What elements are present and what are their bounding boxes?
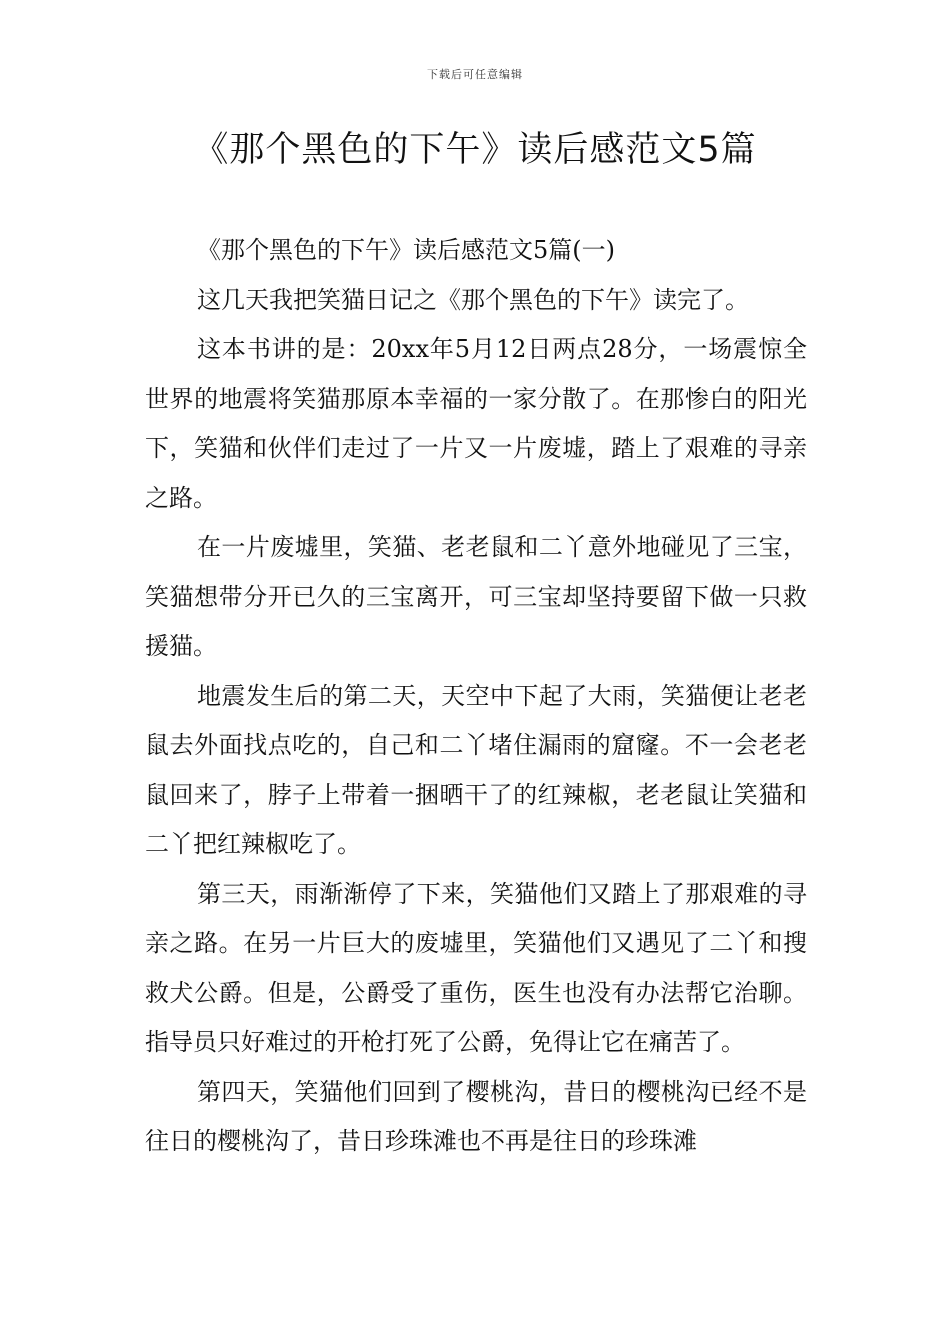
paragraph: 第四天，笑猫他们回到了樱桃沟，昔日的樱桃沟已经不是往日的樱桃沟了，昔日珍珠滩也不再是往日的珍珠滩 [145, 1077, 807, 1155]
paragraph: 第三天，雨渐渐停了下来，笑猫他们又踏上了那艰难的寻亲之路。在另一片巨大的废墟里，笑猫他们又遇见了二丫和搜救犬公爵。但是，公爵受了重伤，医生也没有办法帮它治聊。指导员只好难过的开枪打死了公爵，免得让它在痛苦了。 [145, 879, 807, 1056]
document-title: 《那个黑色的下午》读后感范文5篇 [193, 130, 757, 170]
paragraph: 这本书讲的是：20xx年5月12日两点28分，一场震惊全世界的地震将笑猫那原本幸福的一家分散了。在那惨白的阳光下，笑猫和伙伴们走过了一片又一片废墟，踏上了艰难的寻亲之路。 [145, 335, 807, 512]
paragraph: 在一片废墟里，笑猫、老老鼠和二丫意外地碰见了三宝，笑猫想带分开已久的三宝离开，可三宝却坚持要留下做一只救援猫。 [145, 533, 807, 660]
header-note: 下载后可任意编辑 [427, 68, 523, 81]
document-body [145, 226, 807, 1167]
section-heading: 《那个黑色的下午》读后感范文5篇(一) [197, 236, 615, 264]
paragraph: 这几天我把笑猫日记之《那个黑色的下午》读完了。 [197, 285, 749, 314]
paragraph: 地震发生后的第二天，天空中下起了大雨，笑猫便让老老鼠去外面找点吃的，自己和二丫堵住漏雨的窟窿。不一会老老鼠回来了，脖子上带着一捆晒干了的红辣椒，老老鼠让笑猫和二丫把红辣椒吃了。 [145, 681, 807, 858]
